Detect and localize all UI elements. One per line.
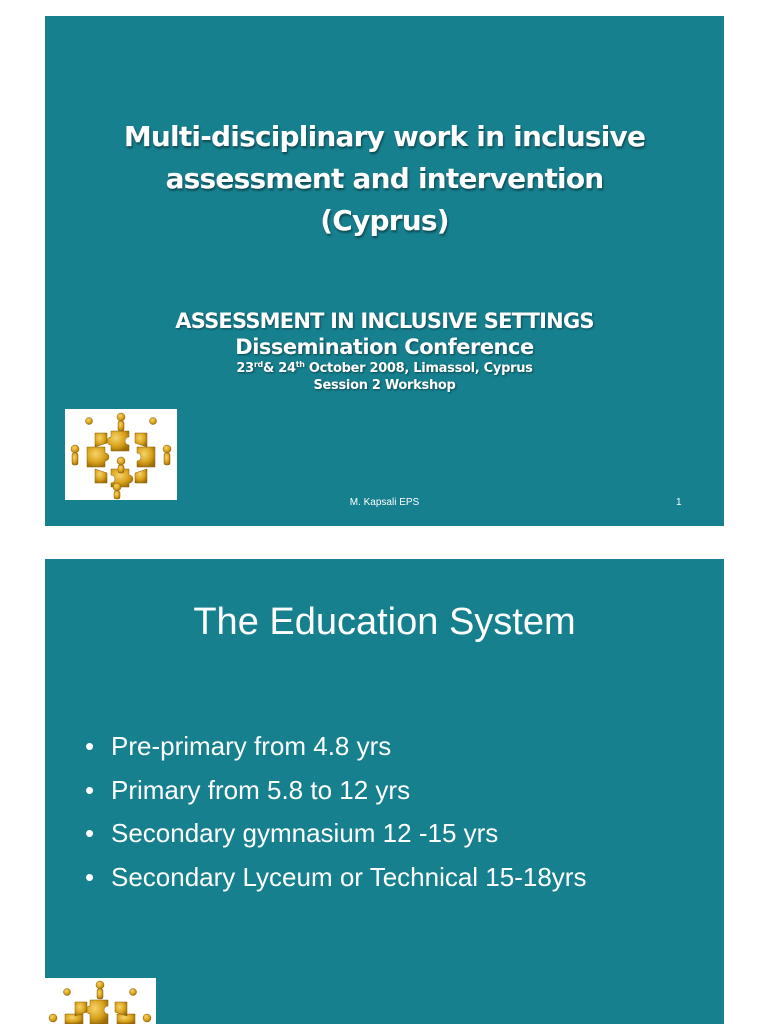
date-suffix-1: rd: [253, 360, 263, 369]
session-label: Session 2 Workshop: [313, 378, 456, 393]
bullet-dot: •: [85, 731, 95, 761]
date-day-2: & 24: [262, 361, 296, 376]
slide-title: The Education System: [193, 601, 576, 643]
slide-page-number: 1: [676, 497, 682, 508]
conference-name: ASSESSMENT IN INCLUSIVE SETTINGS: [175, 309, 594, 333]
team-puzzle-figures-icon: [65, 409, 177, 500]
slide-title-line-2: assessment and intervention: [165, 162, 604, 195]
bullet-dot: •: [85, 861, 95, 892]
bullet-dot: •: [85, 818, 95, 848]
slide-title: [45, 116, 724, 242]
slide-title-line-1: Multi-disciplinary work in inclusive: [123, 120, 646, 153]
team-puzzle-figures-icon: [45, 978, 156, 1024]
bullet-text: Secondary gymnasium 12 -15 yrs: [111, 818, 499, 848]
bullet-text: Secondary Lyceum or Technical 15-18yrs: [111, 861, 587, 892]
slide-2: [45, 559, 724, 1024]
date-suffix-2: th: [295, 360, 305, 369]
conference-date: [45, 360, 724, 377]
slide-1: [45, 16, 724, 526]
bullet-item: [85, 856, 586, 900]
date-rest: October 2008, Limassol, Cyprus: [304, 361, 533, 376]
bullet-text: Pre-primary from 4.8 yrs: [111, 731, 392, 761]
slide-title-line-3: (Cyprus): [320, 204, 449, 237]
bullet-list: [85, 725, 586, 899]
bullet-text: Primary from 5.8 to 12 yrs: [111, 774, 411, 805]
slide-footer-author: M. Kapsali EPS: [349, 497, 420, 508]
bullet-dot: •: [85, 774, 95, 805]
conference-type: Dissemination Conference: [235, 335, 534, 359]
bullet-item: [85, 725, 586, 769]
bullet-item: [85, 769, 586, 813]
slide-subtitle: [45, 308, 724, 394]
date-day-1: 23: [236, 361, 254, 376]
bullet-item: [85, 812, 586, 856]
